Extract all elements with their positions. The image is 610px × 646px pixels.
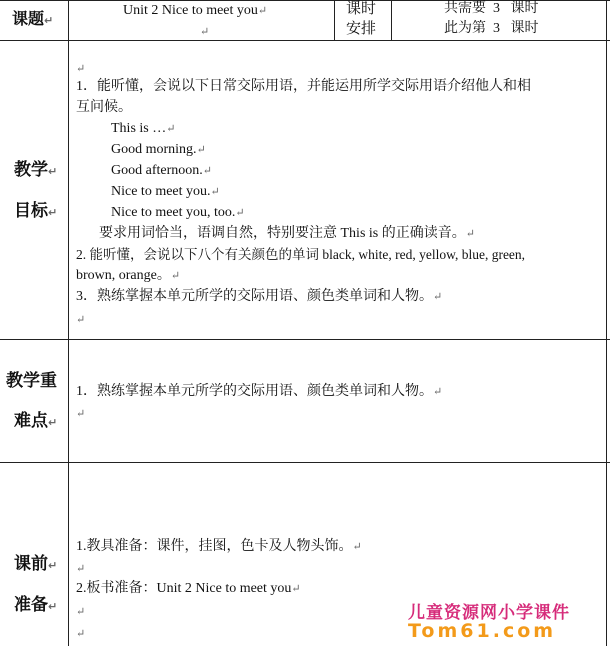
watermark-site-domain: Tom61.com: [408, 620, 557, 642]
period-label-2: 安排: [346, 21, 377, 37]
goal-requirement: 要求用词恰当，语调自然，特别要注意 This is 的正确读音。↵: [99, 226, 475, 241]
return-mark: ↵: [76, 63, 86, 75]
goal-item-1-line-2: 互问候。: [76, 100, 132, 115]
goal-item-3: 3．熟练掌握本单元所学的交际用语、颜色类单词和人物。↵: [76, 289, 443, 304]
phrase-item: Nice to meet you, too.↵: [111, 205, 245, 220]
goal-item-1-line-1: 1．能听懂，会说以下日常交际用语，并能运用所学交际用语介绍他人和相: [76, 79, 531, 94]
return-mark: ↵: [76, 606, 86, 618]
period-label-1: 课时: [346, 1, 377, 17]
rule-key-bottom: [0, 462, 610, 463]
phrase-item: Good morning.↵: [111, 142, 206, 157]
return-mark: ↵: [76, 314, 86, 326]
phrase-item: Nice to meet you.↵: [111, 184, 220, 199]
prep-label-2: 准备↵: [14, 595, 58, 615]
rule-header-bottom: [0, 40, 610, 41]
rule-goals-bottom: [0, 339, 610, 340]
lesson-title: Unit 2 Nice to meet you↵: [123, 3, 268, 18]
prep-item-2: 2.板书准备：Unit 2 Nice to meet you↵: [76, 581, 301, 596]
goal-item-2-line-1: 2. 能听懂，会说以下八个有关颜色的单词 black, white, red, yellow, blue, green,: [76, 247, 526, 262]
return-mark: ↵: [76, 628, 86, 640]
rule-right: [606, 0, 607, 646]
watermark-site-name: 儿童资源网小学课件: [408, 603, 570, 623]
prep-item-1: 1.教具准备：课件，挂图，色卡及人物头饰。↵: [76, 539, 362, 554]
total-periods: 共需要 3 课时: [444, 1, 539, 16]
title-return-mark: ↵: [200, 26, 210, 38]
key-label-2: 难点↵: [14, 411, 58, 431]
rule-period-right: [391, 0, 392, 40]
prep-label-1: 课前↵: [14, 554, 58, 574]
phrase-item: Good afternoon.↵: [111, 163, 212, 178]
phrase-item: This is …↵: [111, 121, 176, 136]
key-label-1: 教学重: [6, 371, 57, 391]
current-period: 此为第 3 课时: [444, 21, 539, 36]
goal-item-2-line-2: brown, orange。↵: [76, 268, 181, 283]
return-mark: ↵: [76, 563, 86, 575]
rule-left-column: [68, 0, 69, 646]
rule-period-left: [334, 0, 335, 40]
goals-label-2: 目标↵: [14, 201, 58, 221]
goals-label-1: 教学↵: [14, 160, 58, 180]
key-item-1: 1．熟练掌握本单元所学的交际用语、颜色类单词和人物。↵: [76, 384, 443, 399]
return-mark: ↵: [76, 408, 86, 420]
subject-label: 课题↵: [12, 9, 54, 28]
